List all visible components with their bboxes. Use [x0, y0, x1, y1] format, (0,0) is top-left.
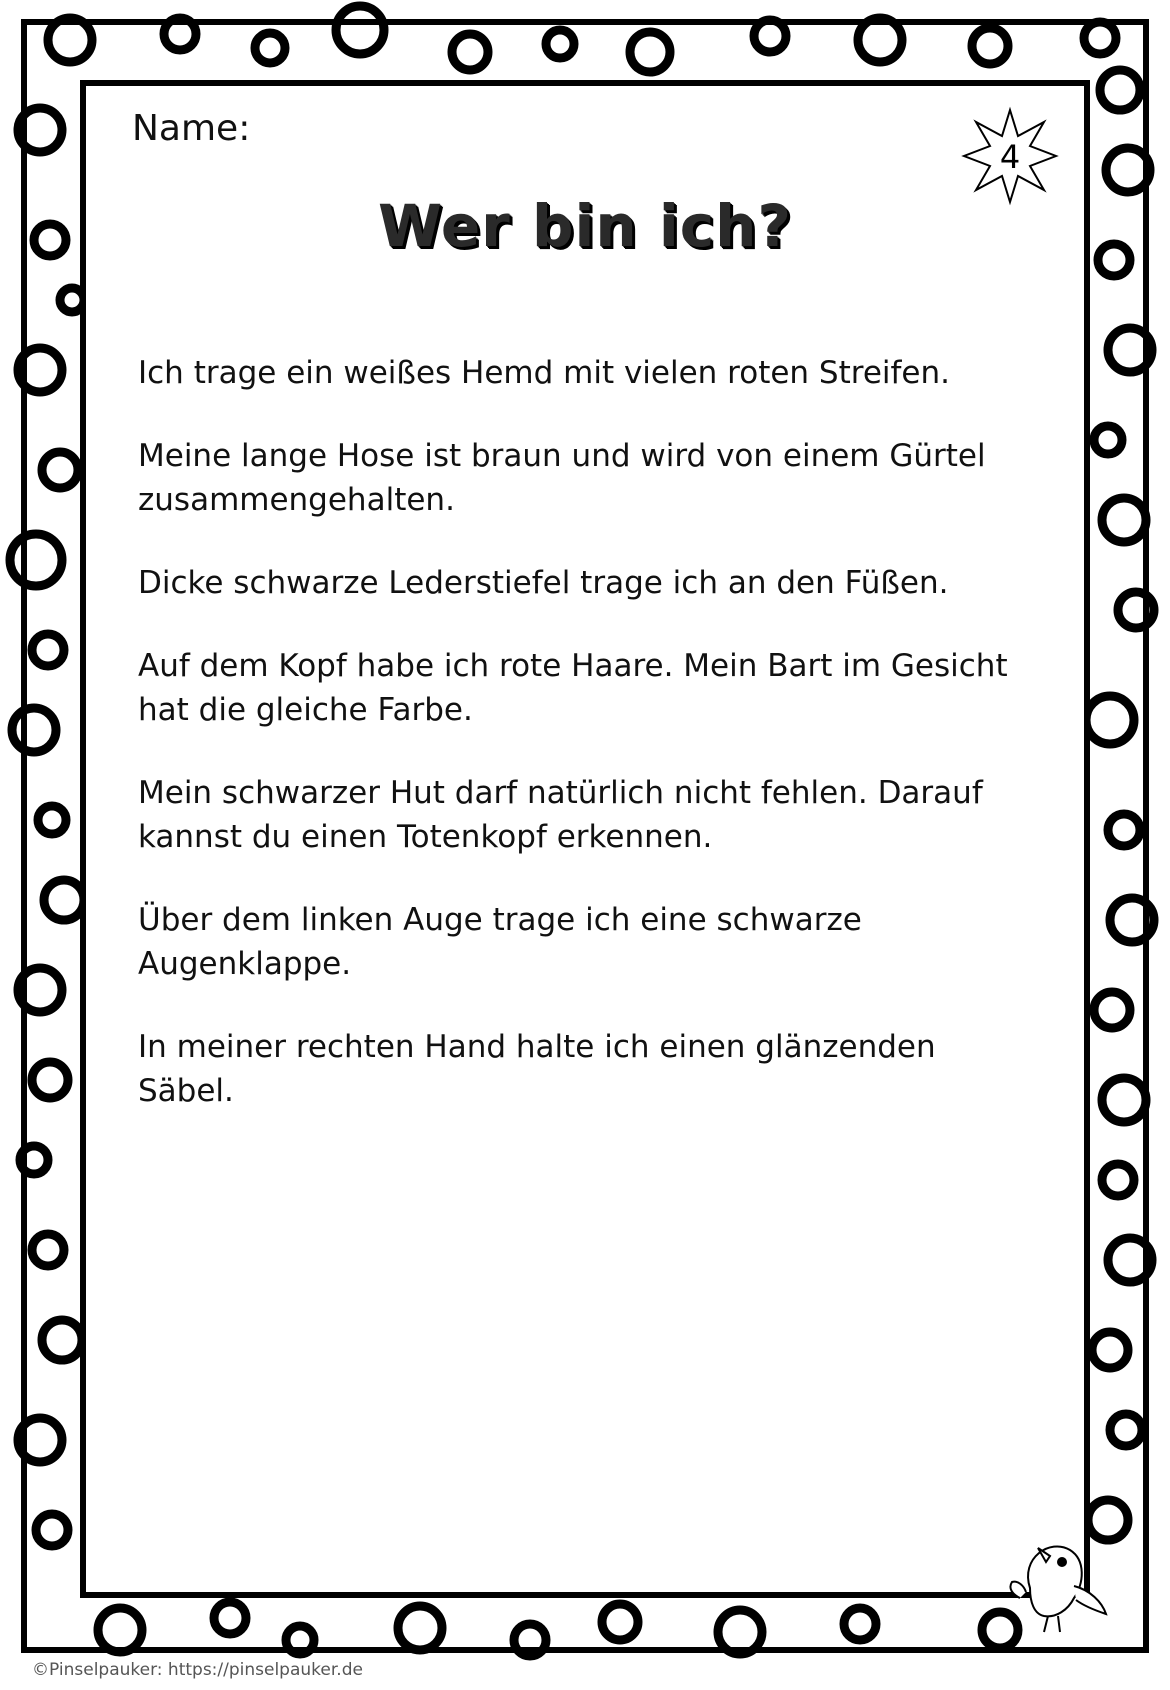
clue-item: Dicke schwarze Lederstiefel trage ich an den Füßen.: [138, 565, 949, 601]
star-badge-icon: [960, 106, 1060, 206]
clue-item: Mein schwarzer Hut darf natürlich nicht fehlen. Darauf kannst du einen Totenkopf erkennen.: [138, 775, 983, 855]
clue-item: Ich trage ein weißes Hemd mit vielen roten Streifen.: [138, 355, 950, 391]
worksheet-title: Wer bin ich?: [377, 192, 793, 260]
clue-list: [138, 351, 1038, 1152]
clue-item: Auf dem Kopf habe ich rote Haare. Mein Bart im Gesicht hat die gleiche Farbe.: [138, 648, 1008, 728]
copyright-footer: ©Pinselpauker: https://pinselpauker.de: [32, 1660, 363, 1680]
clue-item: Meine lange Hose ist braun und wird von einem Gürtel zusammengehalten.: [138, 438, 986, 518]
bird-mascot-icon: [990, 1528, 1110, 1638]
clue-item: Über dem linken Auge trage ich eine schwarze Augenklappe.: [138, 902, 862, 982]
worksheet-panel: [80, 80, 1090, 1598]
name-label: Name:: [132, 108, 251, 149]
badge-number: 4: [999, 138, 1021, 176]
clue-item: In meiner rechten Hand halte ich einen glänzenden Säbel.: [138, 1029, 936, 1109]
